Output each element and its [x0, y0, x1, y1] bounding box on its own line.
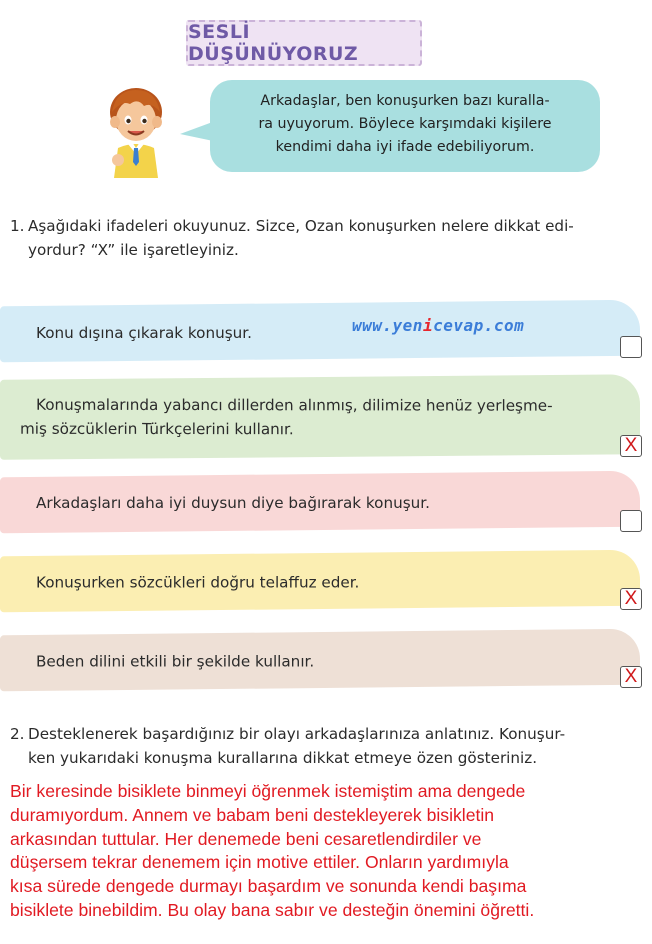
question-number: 1. [10, 217, 25, 235]
answer-line: Bir keresinde bisiklete binmeyi öğrenmek istemiştim ama dengede [10, 781, 526, 801]
boy-avatar-icon [96, 82, 176, 178]
speech-line: Arkadaşlar, ben konuşurken bazı kuralla- [260, 93, 550, 109]
speech-line: kendimi daha iyi ifade edebiliyorum. [275, 139, 535, 155]
question-line: ken yukarıdaki konuşma kurallarına dikkat etmeye özen gösteriniz. [28, 749, 538, 767]
section-title [186, 20, 422, 66]
answer-line: duramıyordum. Annem ve babam beni destekleyerek bisikletin [10, 804, 495, 825]
option-text: miş sözcüklerin Türkçelerini kullanır. [20, 419, 294, 439]
answer-line: kısa sürede dengede durmayı başardım ve sonunda kendi başıma [10, 876, 527, 897]
speech-line: ra uyuyorum. Böylece karşımdaki kişilere [258, 116, 552, 132]
watermark: www.yenicevap.com [352, 316, 525, 335]
option-3-checkbox[interactable] [620, 510, 642, 532]
question-number: 2. [10, 725, 25, 743]
option-2-checkbox[interactable]: X [620, 435, 642, 457]
option-text: Konuşurken sözcükleri doğru telaffuz eder. [36, 573, 360, 592]
answer-line: bisiklete binebildim. Bu olay bana sabır ve desteğin önemini öğretti. [10, 899, 535, 920]
question-line: Aşağıdaki ifadeleri okuyunuz. Sizce, Ozan konuşurken nelere dikkat edi- [28, 217, 574, 235]
option-4-checkbox[interactable]: X [620, 588, 642, 610]
option-strip-4 [0, 550, 640, 613]
option-text: Beden dilini etkili bir şekilde kullanır. [36, 652, 315, 671]
option-1-checkbox[interactable] [620, 336, 642, 358]
section-title-text: SESLİ DÜŞÜNÜYORUZ [188, 21, 359, 65]
question-line: yordur? “X” ile işaretleyiniz. [28, 241, 239, 259]
option-text: Arkadaşları daha iyi duysun diye bağırarak konuşur. [36, 493, 430, 512]
question-2 [10, 722, 642, 770]
speech-bubble [210, 80, 600, 172]
option-strip-2 [0, 374, 640, 460]
answer-text [10, 780, 650, 923]
option-strip-3 [0, 471, 640, 534]
option-strip-5 [0, 629, 640, 692]
option-text: Konuşmalarında yabancı dillerden alınmış, dilimize henüz yerleşme- [36, 395, 553, 415]
option-5-checkbox[interactable]: X [620, 666, 642, 688]
option-text: Konu dışına çıkarak konuşur. [36, 323, 252, 342]
answer-line: düşersem tekrar denemem için motive ettiler. Onların yardımıyla [10, 852, 509, 873]
answer-line: arkasından tuttular. Her denemede beni cesaretlendirdiler ve [10, 828, 482, 849]
question-line: Desteklenerek başardığınız bir olayı arkadaşlarınıza anlatınız. Konuşur- [28, 725, 566, 743]
question-1 [10, 214, 640, 262]
option-strip-1 [0, 300, 640, 363]
